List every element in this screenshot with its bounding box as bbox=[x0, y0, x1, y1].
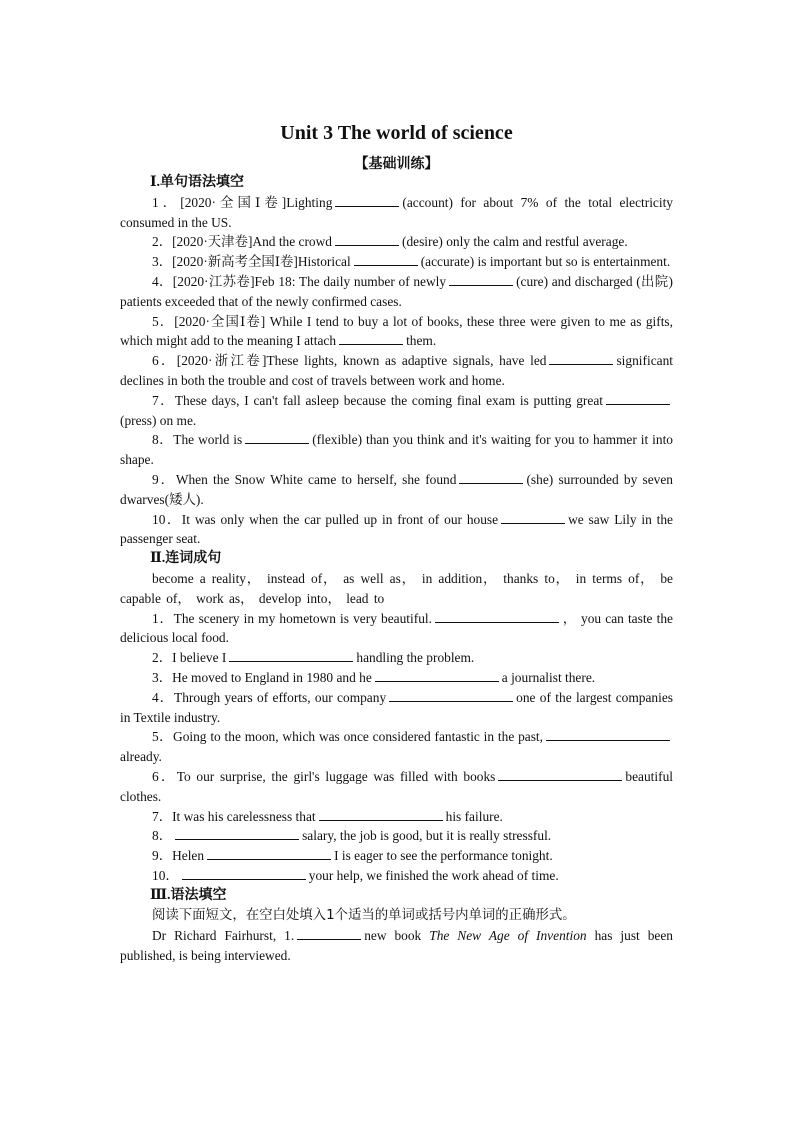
question-text: (she) surrounded by seven dwarves(矮人). bbox=[120, 471, 674, 507]
page-title: Unit 3 The world of science bbox=[280, 122, 513, 144]
question-text: (cure) and discharged (出院) patients exceeded that of the newly confirmed cases. bbox=[120, 273, 673, 309]
question-text: (account) for about 7% of the total electricity consumed in the US. bbox=[120, 194, 673, 230]
answer-blank[interactable] bbox=[549, 352, 613, 365]
answer-blank[interactable] bbox=[546, 728, 670, 741]
question-1-1 bbox=[120, 193, 673, 233]
question-2-5 bbox=[120, 727, 673, 767]
question-2-4 bbox=[120, 688, 673, 728]
answer-blank[interactable] bbox=[207, 847, 331, 860]
passage-paragraph bbox=[120, 926, 673, 966]
question-text: salary, the job is good, but it is really stressful. bbox=[302, 828, 552, 844]
question-1-7 bbox=[120, 391, 673, 431]
answer-blank[interactable] bbox=[449, 273, 513, 286]
section-3-instruction: 阅读下面短文，在空白处填入1个适当的单词或括号内单词的正确形式。 bbox=[152, 908, 576, 924]
question-text: ， you can taste the delicious local food. bbox=[120, 610, 673, 646]
question-text: we saw Lily in the passenger seat. bbox=[120, 511, 673, 547]
book-title: The New Age of Invention bbox=[429, 928, 587, 944]
question-text: 2．[2020·天津卷]And the crowd bbox=[152, 234, 332, 250]
question-2-10 bbox=[120, 866, 673, 886]
question-text: 10． bbox=[152, 867, 179, 883]
answer-blank[interactable] bbox=[389, 689, 513, 702]
answer-blank[interactable] bbox=[229, 649, 353, 662]
answer-blank[interactable] bbox=[435, 610, 559, 623]
question-text: 3．[2020·新高考全国Ⅰ卷]Historical bbox=[152, 254, 351, 270]
question-text: 4．[2020·江苏卷]Feb 18: The daily number of newly bbox=[152, 273, 447, 289]
question-2-9 bbox=[120, 846, 673, 866]
question-1-8 bbox=[120, 430, 673, 470]
question-text: your help, we finished the work ahead of time. bbox=[308, 867, 559, 883]
question-text: handling the problem. bbox=[356, 650, 475, 666]
question-text: 6．[2020·浙江卷]These lights, known as adaptive signals, have led bbox=[152, 353, 547, 369]
question-text: 3．He moved to England in 1980 and he bbox=[152, 669, 372, 685]
question-text: 4．Through years of efforts, our company bbox=[152, 689, 387, 705]
question-text: already. bbox=[120, 749, 162, 765]
question-2-2 bbox=[120, 648, 673, 668]
question-1-2 bbox=[120, 232, 673, 252]
question-2-8 bbox=[120, 826, 673, 846]
question-text: them. bbox=[406, 333, 437, 349]
answer-blank[interactable] bbox=[297, 927, 361, 940]
question-text: (accurate) is important but so is entertainment. bbox=[420, 254, 671, 270]
answer-blank[interactable] bbox=[339, 332, 403, 345]
question-text: 7．It was his carelessness that bbox=[152, 808, 316, 824]
question-text: 2．I believe I bbox=[152, 650, 227, 666]
page-subtitle: 【基础训练】 bbox=[354, 157, 439, 172]
question-text: one of the largest companies in Textile industry. bbox=[120, 689, 674, 725]
answer-blank[interactable] bbox=[175, 827, 299, 840]
answer-blank[interactable] bbox=[354, 253, 418, 266]
question-text: (press) on me. bbox=[120, 412, 197, 428]
question-2-7 bbox=[120, 807, 673, 827]
question-text: significant declines in both the trouble and cost of travels between work and home. bbox=[120, 353, 673, 388]
answer-blank[interactable] bbox=[245, 431, 309, 444]
question-text: 5．[2020·全国Ⅰ卷] While I tend to buy a lot of books, these three were given to me as gifts, which might add to the meaning I attach bbox=[120, 313, 673, 349]
question-text: 8． bbox=[152, 828, 173, 844]
answer-blank[interactable] bbox=[182, 867, 306, 880]
answer-blank[interactable] bbox=[335, 194, 399, 207]
answer-blank[interactable] bbox=[335, 233, 399, 246]
question-text: (desire) only the calm and restful average. bbox=[402, 234, 628, 250]
section-1-heading: Ⅰ.单句语法填空 bbox=[150, 175, 245, 190]
question-text: 5．Going to the moon, which was once considered fantastic in the past, bbox=[152, 729, 543, 745]
question-1-9 bbox=[120, 470, 673, 510]
passage-text: has just been published, is being interviewed. bbox=[120, 928, 673, 964]
phrase-options: become a reality， instead of， as well as， in addition， thanks to， in terms of， be capable of， work as， develop into， lead to bbox=[120, 570, 673, 606]
question-text: 9．Helen bbox=[152, 848, 205, 864]
question-1-4 bbox=[120, 272, 673, 312]
question-text: I is eager to see the performance tonight. bbox=[334, 848, 553, 864]
question-text: 10．It was only when the car pulled up in front of our house bbox=[152, 511, 499, 527]
question-2-1 bbox=[120, 609, 673, 649]
question-1-6 bbox=[120, 351, 673, 391]
question-2-6 bbox=[120, 767, 673, 807]
question-1-3 bbox=[120, 252, 673, 272]
section-3-heading: Ⅲ.语法填空 bbox=[150, 887, 227, 903]
question-text: his failure. bbox=[445, 808, 503, 824]
question-text: 7．These days, I can't fall asleep because the coming final exam is putting great bbox=[152, 392, 603, 408]
question-text: beautiful clothes. bbox=[120, 768, 673, 804]
answer-blank[interactable] bbox=[459, 471, 523, 484]
question-text: 9．When the Snow White came to herself, she found bbox=[152, 471, 457, 487]
answer-blank[interactable] bbox=[498, 768, 622, 781]
worksheet-page bbox=[120, 120, 673, 966]
question-1-10 bbox=[120, 510, 673, 550]
question-1-5 bbox=[120, 312, 673, 352]
question-text: 1．[2020·全国Ⅰ卷]Lighting bbox=[152, 194, 333, 210]
section-2-heading: Ⅱ.连词成句 bbox=[150, 551, 222, 567]
passage-text: Dr Richard Fairhurst, 1. bbox=[152, 928, 295, 944]
answer-blank[interactable] bbox=[375, 669, 499, 682]
question-2-3 bbox=[120, 668, 673, 688]
answer-blank[interactable] bbox=[501, 511, 565, 524]
question-text: 6．To our surprise, the girl's luggage was filled with books bbox=[152, 768, 496, 784]
question-text: 1．The scenery in my hometown is very beautiful. bbox=[152, 610, 432, 626]
answer-blank[interactable] bbox=[319, 808, 443, 821]
answer-blank[interactable] bbox=[606, 392, 670, 405]
question-text: 8．The world is bbox=[152, 432, 243, 448]
question-text: (flexible) than you think and it's waiting for you to hammer it into shape. bbox=[120, 432, 673, 468]
question-text: a journalist there. bbox=[501, 669, 596, 685]
passage-text: new book bbox=[364, 928, 422, 944]
